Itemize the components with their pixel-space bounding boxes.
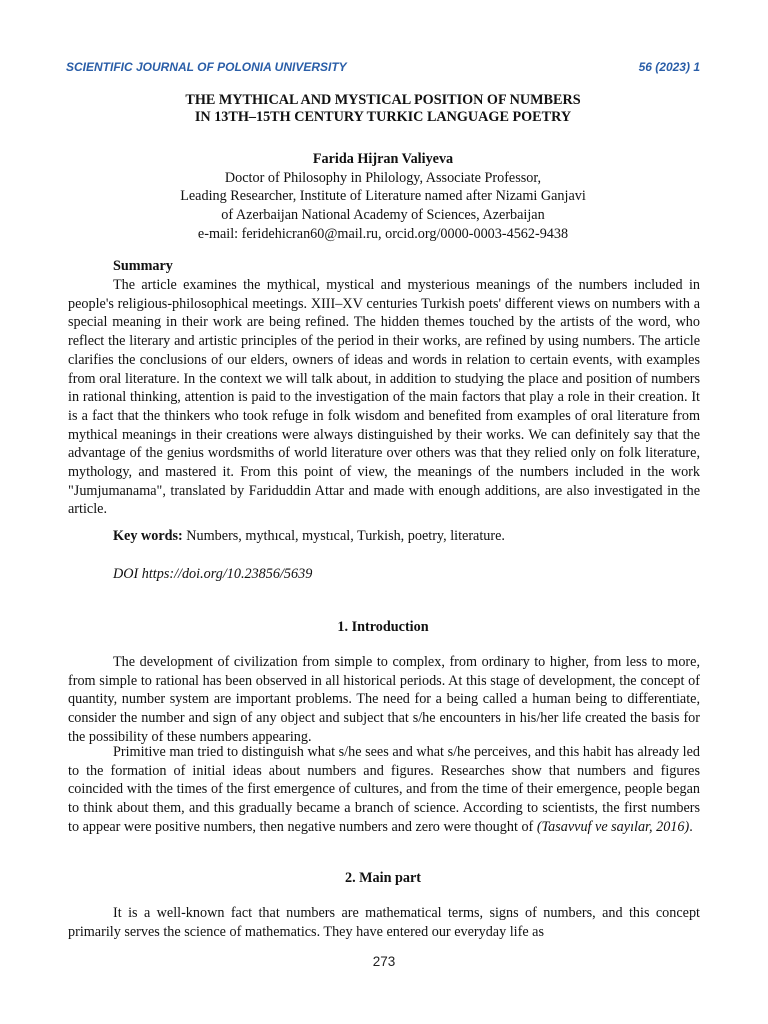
introduction-paragraph-2-end: . [689,818,693,835]
keywords [68,527,700,546]
journal-issue: 56 (2023) 1 [638,60,700,74]
introduction-paragraph-2 [68,743,700,837]
main-part-heading: 2. Main part [344,870,422,886]
doi-text: DOI https://doi.org/10.23856/5639 [113,566,313,582]
page-number: 273 [372,954,396,969]
author-position: Leading Researcher, Institute of Literature named after Nizami Ganjavi [180,188,586,205]
title-line-2: IN 13TH–15TH CENTURY TURKIC LANGUAGE POETRY [194,109,572,125]
journal-name: SCIENTIFIC JOURNAL OF POLONIA UNIVERSITY [66,60,347,74]
citation: (Tasavvuf ve sayılar, 2016) [536,818,690,835]
summary-heading: Summary [113,258,173,274]
author-contact: e-mail: feridehicran60@mail.ru, orcid.org/0000-0003-4562-9438 [197,225,569,242]
keywords-text: Numbers, mythıcal, mystıcal, Turkish, poetry, literature. [182,528,505,544]
title-line-1: THE MYTHICAL AND MYSTICAL POSITION OF NUMBERS [185,92,581,108]
main-part-paragraph-1: It is a well-known fact that numbers are mathematical terms, signs of numbers, and this concept primarily serves the science of mathematics. They have entered our everyday life as [68,905,700,940]
introduction-paragraph-1: The development of civilization from simple to complex, from ordinary to higher, from less to more, from simple to rational has been observed in all historical periods. At this stage of development, the concept of quantity, number system are important problems. The need for a being called a human being to differentiate, consider the number and sign of any object and subject that s/he encounters in his/her life created the basis for the possibility of these numbers appearing. [68,654,700,745]
introduction-paragraph-2-text: Primitive man tried to distinguish what s/he sees and what s/he perceives, and this habit has already led to the formation of initial ideas about numbers and figures. Researches show that numbers and figures coincided with the times of the first emergence of cultures, and from the time of their emergence, people began to think about them, and this gradually became a branch of science. According to scientists, the first numbers to appear were positive numbers, then negative numbers and zero were thought of [68,744,700,835]
keywords-label: Key words: [113,528,183,544]
author-degree: Doctor of Philosophy in Philology, Associate Professor, [224,169,542,186]
journal-header [66,60,700,76]
article-title [66,92,700,126]
author-affiliation: of Azerbaijan National Academy of Sciences, Azerbaijan [221,207,545,224]
introduction-heading: 1. Introduction [337,619,429,635]
author-name: Farida Hijran Valiyeva [312,151,454,167]
author-block [66,150,700,244]
summary-text: The article examines the mythical, mystical and mysterious meanings of the numbers included in people's religious-philosophical meetings. XIII–XV centuries Turkish poets' different views on numbers with a special meaning in their work are being refined. The hidden themes touched by the artists of the word, who reflect the literary and artistic principles of the period in their works, are refined by using numbers. The article clarifies the conclusions of our elders, owners of ideas and words in relation to certain events, with examples from oral literature. In the context we will talk about, in addition to studying the place and position of numbers in rational thinking, attention is paid to the investigation of the main factors that play a role in their creation. It is a fact that the thinkers who took refuge in folk wisdom and benefited from examples of oral literature from mythical meanings in their creations were always distinguished by their works. We can definitely say that the advantage of the genius wordsmiths of world literature over others was that they relied only on folk literature, mythology, and mastered it. From this point of view, the meanings of the numbers included in the work "Jumjumanama", translated by Fariduddin Attar and made with enough additions, are also investigated in the article. [68,277,700,518]
